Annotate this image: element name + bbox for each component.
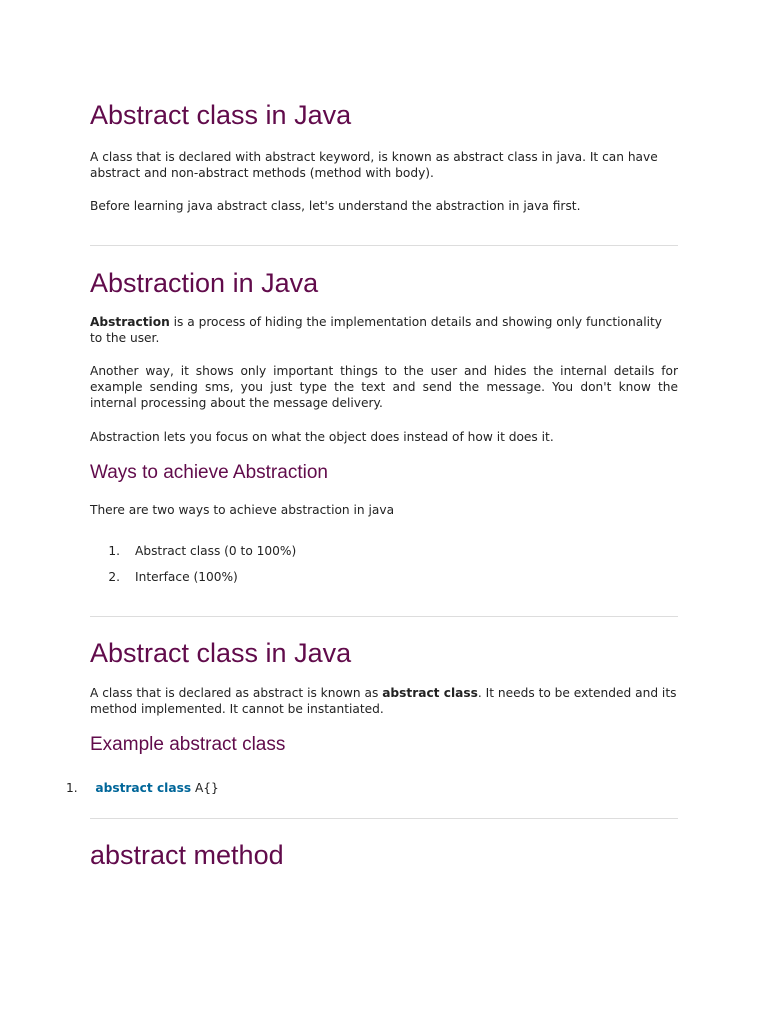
- heading-abstract-method: abstract method: [90, 840, 284, 870]
- another-way-paragraph: Another way, it shows only important things to the user and hides the internal details for example sending sms, you just type the text and send the message. You don't know the internal processing about the message delivery.: [90, 364, 678, 410]
- abstract-class-term: abstract class: [382, 686, 478, 700]
- divider: [90, 616, 678, 617]
- list-number: 2.: [108, 570, 120, 584]
- abstract-class-definition-paragraph: [90, 685, 678, 717]
- subheading-example-abstract-class: Example abstract class: [90, 734, 286, 755]
- definition-text-end: . It needs to be extended and its method implemented. It cannot be instantiated.: [90, 686, 677, 716]
- intro-paragraph: A class that is declared with abstract keyword, is known as abstract class in java. It can have abstract and non-abstract methods (method with body).: [90, 150, 658, 180]
- list-text: Interface (100%): [135, 570, 238, 584]
- code-text: A{}: [191, 781, 219, 795]
- before-learning-paragraph: Before learning java abstract class, let's understand the abstraction in java first.: [90, 199, 581, 213]
- code-example-line: [66, 780, 219, 796]
- subheading-ways-to-achieve: Ways to achieve Abstraction: [90, 462, 328, 483]
- heading-abstraction: Abstraction in Java: [90, 268, 319, 298]
- list-text: Abstract class (0 to 100%): [135, 544, 297, 558]
- heading-abstract-class-2: Abstract class in Java: [90, 638, 352, 668]
- two-ways-paragraph: There are two ways to achieve abstraction in java: [90, 503, 395, 517]
- focus-paragraph: Abstraction lets you focus on what the object does instead of how it does it.: [90, 430, 554, 444]
- list-number: 1.: [108, 544, 120, 558]
- code-line-number: 1.: [66, 781, 78, 795]
- abstraction-definition-text: is a process of hiding the implementation details and showing only functionality to the user.: [90, 315, 662, 345]
- definition-text-start: A class that is declared as abstract is known as: [90, 686, 383, 700]
- divider: [90, 818, 678, 819]
- heading-abstract-class: Abstract class in Java: [90, 100, 352, 130]
- abstraction-term: Abstraction: [90, 315, 170, 329]
- divider: [90, 245, 678, 246]
- code-keyword: abstract class: [95, 781, 192, 795]
- abstraction-definition-paragraph: [90, 314, 678, 346]
